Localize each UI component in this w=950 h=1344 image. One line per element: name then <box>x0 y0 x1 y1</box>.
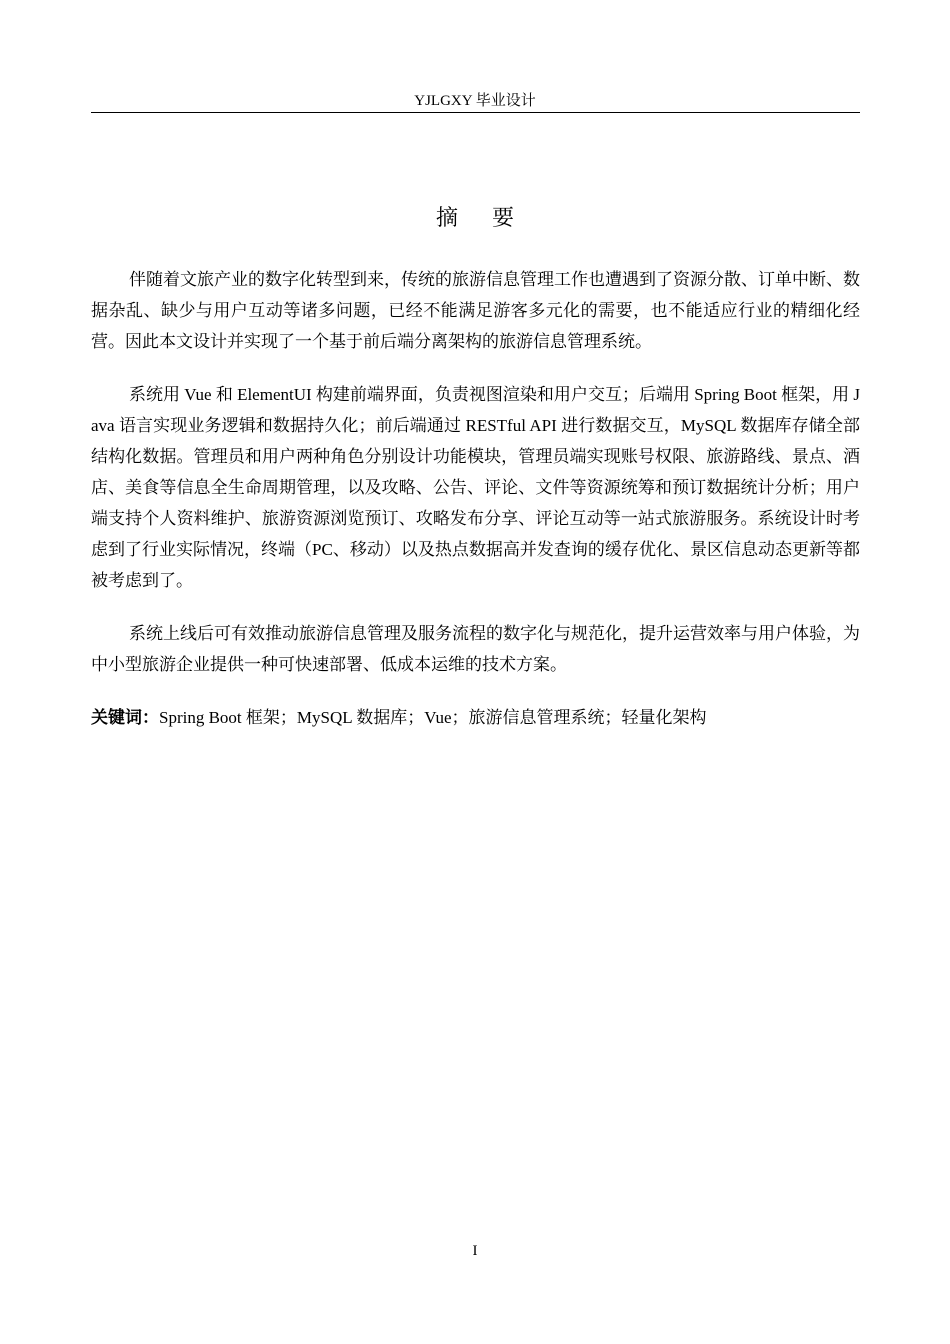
page-number: I <box>472 1243 478 1259</box>
abstract-paragraph-3: 系统上线后可有效推动旅游信息管理及服务流程的数字化与规范化，提升运营效率与用户体验，为中小型旅游企业提供一种可快速部署、低成本运维的技术方案。 <box>91 624 860 674</box>
abstract-paragraph-2: 系统用 Vue 和 ElementUI 构建前端界面，负责视图渲染和用户交互；后端用 Spring Boot 框架，用 Java 语言实现业务逻辑和数据持久化；前后端通过 RESTful API 进行数据交互，MySQL 数据库存储全部结构化数据。管理员和用户两种角色分别设计功能模块，管理员端实现账号权限、旅游路线、景点、酒店、美食等信息全生命周期管理，以及攻略、公告、评论、文件等资源统筹和预订数据统计分析；用户端支持个人资料维护、旅游资源浏览预订、攻略发布分享、评论互动等一站式旅游服务。系统设计时考虑到了行业实际情况，终端（PC、移动）以及热点数据高并发查询的缓存优化、景区信息动态更新等都被考虑到了。 <box>91 385 860 590</box>
abstract-body <box>91 264 860 734</box>
abstract-title: 摘要 <box>435 205 548 230</box>
keywords-line <box>91 702 860 734</box>
keywords-text: Spring Boot 框架；MySQL 数据库；Vue；旅游信息管理系统；轻量化架构 <box>159 708 707 727</box>
keywords-label: 关键词： <box>91 708 159 728</box>
header-divider <box>91 112 860 113</box>
abstract-paragraph-1: 伴随着文旅产业的数字化转型到来，传统的旅游信息管理工作也遭遇到了资源分散、订单中断、数据杂乱、缺少与用户互动等诸多问题，已经不能满足游客多元化的需要，也不能适应行业的精细化经营。因此本文设计并实现了一个基于前后端分离架构的旅游信息管理系统。 <box>91 270 860 351</box>
running-header: YJLGXY 毕业设计 <box>414 93 536 109</box>
